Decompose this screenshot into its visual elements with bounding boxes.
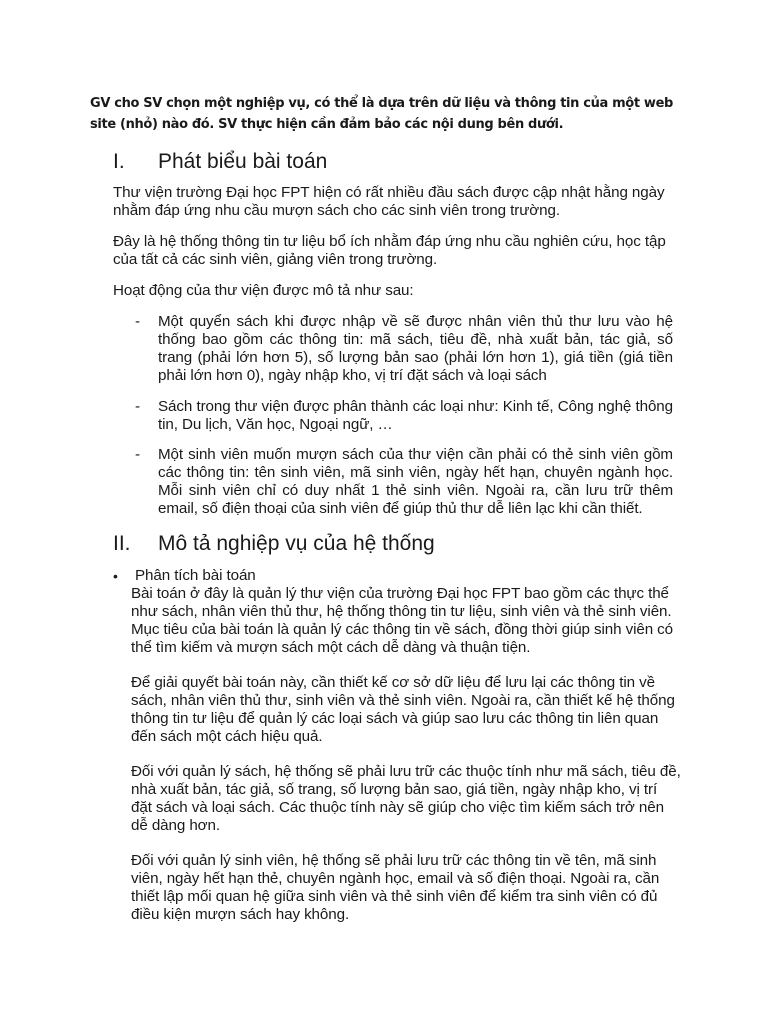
list-item-text: Một quyển sách khi được nhập về sẽ được nhân viên thủ thư lưu vào hệ thống bao gồm các thông tin: mã sách, tiêu đề, nhà xuất bản, tác giả, số trang (phải lớn hơn 5), số lượng bản sao (phải lớn hơn 1), giá tiền (giá tiền phải lớn hơn 0), ngày nhập kho, vị trí đặt sách và loại sách (158, 313, 673, 384)
list-dash: - (135, 446, 140, 463)
list-item-text: Một sinh viên muốn mượn sách của thư viện cần phải có thẻ sinh viên gồm các thông tin: tên sinh viên, mã sinh viên, ngày hết hạn, chuyên ngành học. Mỗi sinh viên chỉ có duy nhất 1 thẻ sinh viên. Ngoài ra, cần lưu trữ thêm email, số điện thoại của sinh viên để giúp thủ thư dễ liên lạc khi cần thiết. (158, 446, 673, 517)
list-item-text: Sách trong thư viện được phân thành các loại như: Kinh tế, Công nghệ thông tin, Du lịch, Văn học, Ngoại ngữ, … (158, 398, 673, 433)
section-2-paragraph: Bài toán ở đây là quản lý thư viện của trường Đại học FPT bao gồm các thực thể như sách, nhân viên thủ thư, hệ thống thông tin tư liệu, sinh viên và thẻ sinh viên. Mục tiêu của bài toán là quản lý các thông tin về sách, đồng thời giúp sinh viên có thể tìm kiếm và mượn sách một cách dễ dàng và thuận tiện. (131, 585, 674, 656)
section-1-paragraph: Thư viện trường Đại học FPT hiện có rất nhiều đầu sách được cập nhật hằng ngày nhằm đáp ứng nhu cầu mượn sách cho các sinh viên trong trường. (113, 184, 665, 219)
list-dash: - (135, 313, 140, 330)
section-2-number: II. (113, 532, 131, 555)
assignment-instruction: GV cho SV chọn một nghiệp vụ, có thể là dựa trên dữ liệu và thông tin của một web site (nhỏ) nào đó. SV thực hiện cần đảm bảo các nội dung bên dưới. (90, 96, 674, 132)
section-1-paragraph: Hoạt động của thư viện được mô tả như sau: (113, 282, 414, 299)
section-1-title: Phát biểu bài toán (158, 150, 328, 173)
section-2-paragraph: Đối với quản lý sách, hệ thống sẽ phải lưu trữ các thuộc tính như mã sách, tiêu đề, nhà xuất bản, tác giả, số trang, số lượng bản sao, giá tiền, ngày nhập kho, vị trí đặt sách và loại sách. Các thuộc tính này sẽ giúp cho việc tìm kiếm sách trở nên dễ dàng hơn. (131, 763, 681, 834)
section-1-number: I. (113, 150, 125, 173)
bullet-dot: • (113, 568, 118, 584)
section-2-paragraph: Đối với quản lý sinh viên, hệ thống sẽ phải lưu trữ các thông tin về tên, mã sinh viên, ngày hết hạn thẻ, chuyên ngành học, email và số điện thoại. Ngoài ra, cần thiết lập mối quan hệ giữa sinh viên và thẻ sinh viên để kiểm tra sinh viên có đủ điều kiện mượn sách hay không. (131, 852, 660, 923)
section-1-heading (113, 149, 327, 175)
section-2-title: Mô tả nghiệp vụ của hệ thống (158, 532, 435, 555)
list-dash: - (135, 398, 140, 415)
section-2-heading (113, 531, 435, 557)
section-1-paragraph: Đây là hệ thống thông tin tư liệu bổ ích nhằm đáp ứng nhu cầu nghiên cứu, học tập của tất cả các sinh viên, giảng viên trong trường. (113, 233, 666, 268)
section-2-paragraph: Để giải quyết bài toán này, cần thiết kế cơ sở dữ liệu để lưu lại các thông tin về sách, nhân viên thủ thư, sinh viên và thẻ sinh viên. Ngoài ra, cần thiết kế hệ thống thông tin tư liệu để quản lý các loại sách và giúp sao lưu các thông tin liên quan đến sách một cách hiệu quả. (131, 674, 675, 745)
bullet-label: Phân tích bài toán (135, 567, 256, 584)
